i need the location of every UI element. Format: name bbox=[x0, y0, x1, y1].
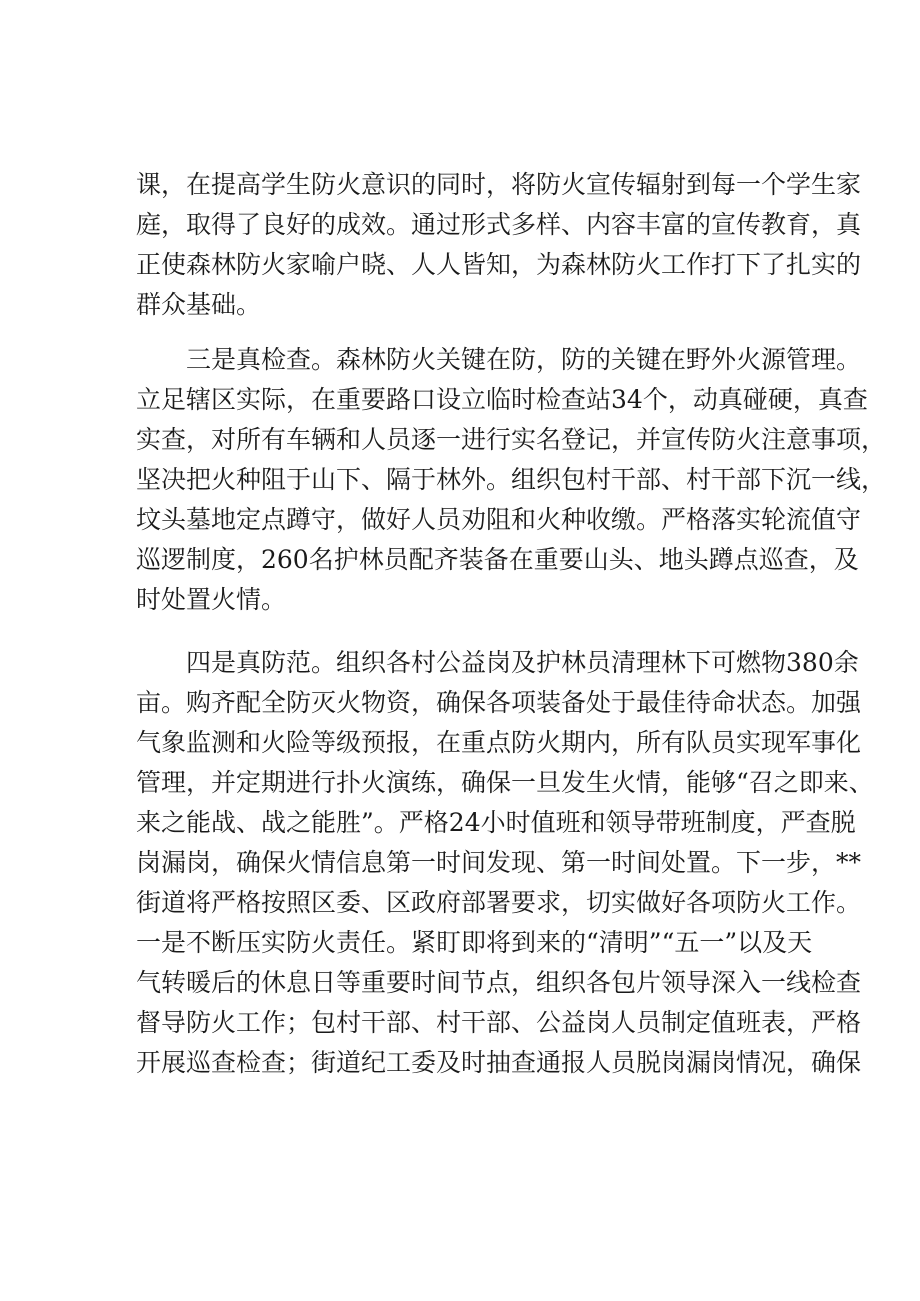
paragraph-2 bbox=[136, 340, 887, 620]
text-line: 三是真检查。森林防火关键在防，防的关键在野外火源管理。 bbox=[186, 345, 862, 374]
text-line: 亩。购齐配全防灭火物资，确保各项装备处于最佳待命状态。加强 bbox=[136, 688, 862, 717]
text-line: 立足辖区实际，在重要路口设立临时检查站34个，动真碰硬，真查 bbox=[136, 385, 868, 414]
text-line: 街道将严格按照区委、区政府部署要求，切实做好各项防火工作。 bbox=[136, 888, 862, 917]
text-line: 气象监测和火险等级预报，在重点防火期内，所有队员实现军事化 bbox=[136, 728, 862, 757]
text-line: 实查，对所有车辆和人员逐一进行实名登记，并宣传防火注意事项， bbox=[136, 425, 887, 454]
text-line: 巡逻制度，260名护林员配齐装备在重要山头、地头蹲点巡查，及 bbox=[136, 545, 859, 574]
paragraph-3 bbox=[136, 643, 874, 1083]
text-line: 督导防火工作；包村干部、村干部、公益岗人员制定值班表，严格 bbox=[136, 1008, 862, 1037]
text-line: 坚决把火种阻于山下、隔于林外。组织包村干部、村干部下沉一线， bbox=[136, 465, 887, 494]
text-line: 课，在提高学生防火意识的同时，将防火宣传辐射到每一个学生家 bbox=[136, 170, 862, 199]
text-line: 四是真防范。组织各村公益岗及护林员清理林下可燃物380余 bbox=[186, 648, 859, 677]
text-line: 群众基础。 bbox=[136, 290, 262, 319]
text-line: 岗漏岗，确保火情信息第一时间发现、第一时间处置。下一步，** bbox=[136, 848, 862, 877]
text-line: 管理，并定期进行扑火演练，确保一旦发生火情，能够“召之即来、 bbox=[136, 768, 874, 797]
text-line: 正使森林防火家喻户晓、人人皆知，为森林防火工作打下了扎实的 bbox=[136, 250, 862, 279]
text-line: 一是不断压实防火责任。紧盯即将到来的“清明”“五一”以及天 bbox=[136, 928, 813, 957]
text-line: 来之能战、战之能胜”。严格24小时值班和领导带班制度，严查脱 bbox=[136, 808, 856, 837]
text-line: 气转暖后的休息日等重要时间节点，组织各包片领导深入一线检查 bbox=[136, 968, 862, 997]
text-line: 开展巡查检查；街道纪工委及时抽查通报人员脱岗漏岗情况，确保 bbox=[136, 1048, 862, 1077]
text-line: 庭，取得了良好的成效。通过形式多样、内容丰富的宣传教育，真 bbox=[136, 210, 862, 239]
text-line: 坟头墓地定点蹲守，做好人员劝阻和火种收缴。严格落实轮流值守 bbox=[136, 505, 862, 534]
paragraph-1 bbox=[136, 165, 862, 325]
text-line: 时处置火情。 bbox=[136, 585, 287, 614]
